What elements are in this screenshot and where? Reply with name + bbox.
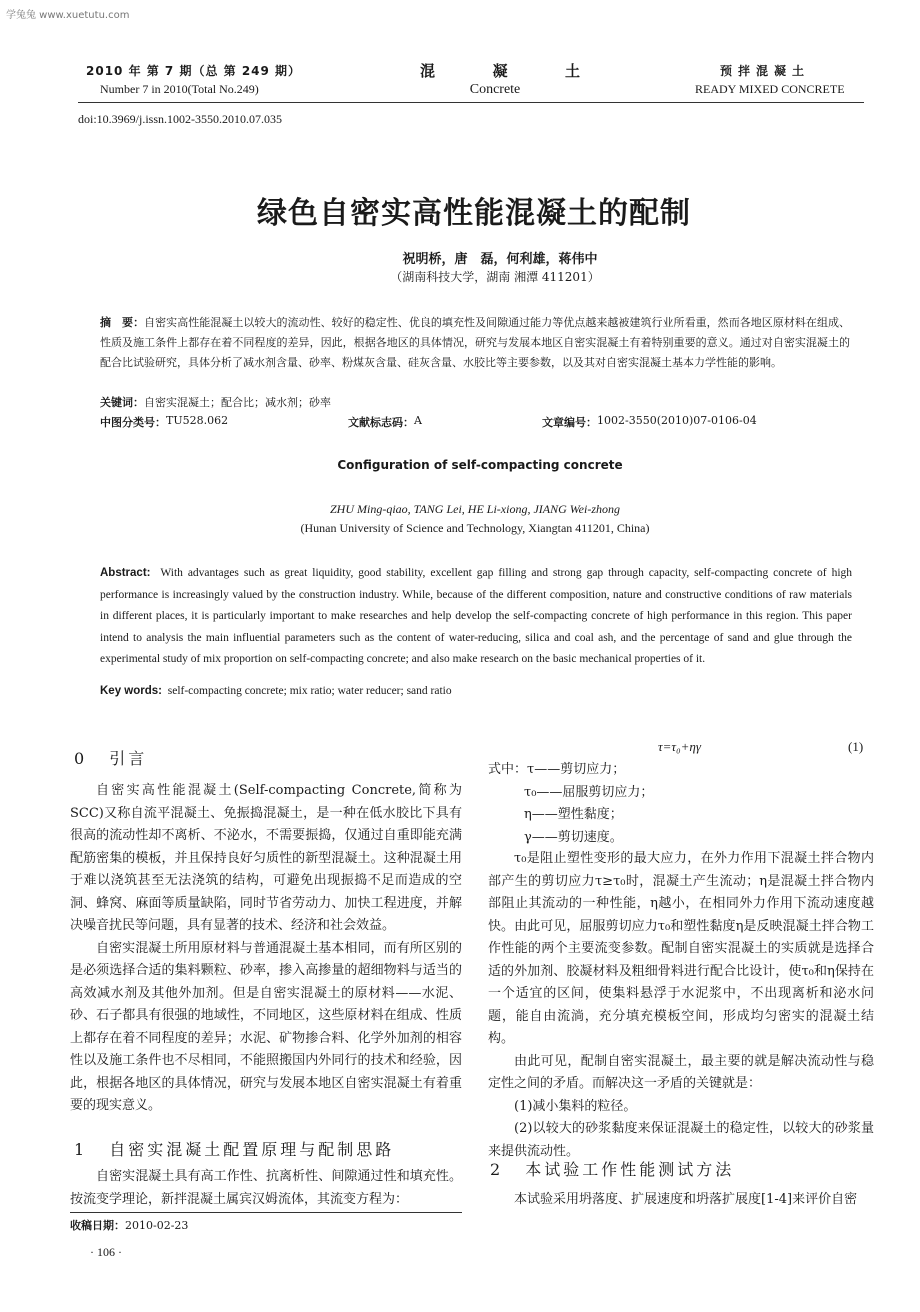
right-column-body <box>488 848 874 1163</box>
doc-code-value: A <box>414 414 422 427</box>
authors-en: ZHU Ming-qiao, TANG Lei, HE Li-xiong, JIANG Wei-zhong <box>330 502 620 516</box>
footnote-value: 2010-02-23 <box>125 1219 189 1232</box>
keywords-cn <box>100 394 331 410</box>
article-no-value: 1002-3550(2010)07-0106-04 <box>597 414 757 427</box>
paper-title-cn: 绿色自密实高性能混凝土的配制 <box>257 196 691 231</box>
journal-cn <box>420 60 580 81</box>
abstract-cn-label: 摘 要： <box>100 316 145 329</box>
section-en: READY MIXED CONCRETE <box>695 82 845 96</box>
journal-cn-char: 土 <box>564 62 580 80</box>
paragraph: 自密实混凝土具有高工作性、抗离析性、间隙通过性和填充性。按流变学理论，新拌混凝土属宾汉姆流体，其流变方程为： <box>70 1169 462 1207</box>
equation-number: (1) <box>848 739 864 754</box>
journal-cn-char: 凝 <box>492 62 508 80</box>
paragraph: 由此可见，配制自密实混凝土，最主要的就是解决流动性与稳定性之间的矛盾。而解决这一矛盾的关键就是： <box>488 1053 874 1091</box>
section-heading-2 <box>490 1157 734 1180</box>
definition-line: τ₀——屈服剪切应力； <box>524 784 654 800</box>
header-rule <box>78 102 864 103</box>
doi: doi:10.3969/j.issn.1002-3550.2010.07.035 <box>78 112 283 126</box>
keywords-cn-text: 自密实混凝土；配合比；减水剂；砂率 <box>144 396 331 409</box>
paragraph: τ₀是阻止塑性变形的最大应力，在外力作用下混凝土拌合物内部产生的剪切应力τ≥τ₀时，混凝土产生流动；η是混凝土拌合物内部阻止其流动的一种性能，η越小，在相同外力作用下流动速度越快。由此可见，屈服剪切应力τ₀和塑性黏度η是反映混凝土拌合物工作性能的两个主要流变参数。配制自密实混凝土的实质就是选择合适的外加剂、胶凝材料及粗细骨料进行配合比设计，使τ₀和η保持在一个适宜的区间，使集料悬浮于水泥浆中，不出现离析和泌水问题，能自由流淌，充分填充模板空间，形成均匀密实的混凝土结构。 <box>488 851 874 1046</box>
section-heading-1 <box>74 1137 394 1160</box>
definition-line: η——塑性黏度； <box>524 807 623 822</box>
journal-en: Concrete <box>469 82 521 97</box>
watermark: 学兔兔 www.xuetutu.com <box>6 10 130 21</box>
equation: τ=τ₀+ηγ <box>658 739 701 754</box>
authors-cn: 祝明桥，唐 磊，何利雄，蒋伟中 <box>402 252 598 267</box>
issue-en: Number 7 in 2010(Total No.249) <box>100 82 259 96</box>
section-title: 引言 <box>109 749 148 768</box>
abstract-en-text: With advantages such as great liquidity, good stability, excellent gap filling and strong gap through capacity, self-compacting concrete of high performance is increasingly valued by the construction industry. While, because of the different composition, nature and constructive conditions of raw materials in different places, it is particularly important to make researches and help develop the self-compacting concrete of high performance in this region. This paper intend to analysis the main influential parameters such as the content of water-reducing, silica and coal ash, and the percentage of sand and glue through the experimental study of mix proportion on self-compacting concrete; and also make research on the basic mechanical properties of it. <box>100 567 853 665</box>
list-item: (2)以较大的砂浆黏度来保证混凝土的稳定性，以较大的砂浆量来提供流动性。 <box>488 1121 874 1159</box>
keywords-en-label: Key words: <box>100 685 162 697</box>
paper-title-en: Configuration of self-compacting concrete <box>337 458 623 472</box>
clc-label: 中图分类号： <box>100 416 166 429</box>
section-number: 1 <box>74 1140 88 1159</box>
section-number: 2 <box>490 1160 504 1179</box>
journal-cn-char: 混 <box>420 62 436 80</box>
paragraph: 本试验采用坍落度、扩展速度和坍落扩展度[1-4]来评价自密 <box>514 1192 858 1207</box>
classification-row <box>100 414 850 430</box>
abstract-cn <box>100 313 850 373</box>
clc-value: TU528.062 <box>166 414 229 427</box>
left-column-intro <box>70 780 462 1118</box>
footnote-label: 收稿日期： <box>70 1219 125 1232</box>
list-item: (1)减小集料的粒径。 <box>514 1098 637 1114</box>
paragraph: 自密实高性能混凝土(Self-compacting Concrete,简称为SCC)又称自流平混凝土、免振捣混凝土，是一种在低水胶比下具有很高的流动性却不离析、不泌水，不需要振捣，仅通过自重即能充满配筋密集的模板，并且保持良好匀质性的新型混凝土。这种混凝土用于难以浇筑甚至无法浇筑的结构，可避免出现振捣不足而造成的空洞、蜂窝、麻面等质量缺陷，同时节省劳动力、加快工程进度，并解决噪音扰民等问题，具有显著的技术、经济和社会效益。 <box>70 783 462 933</box>
section-cn: 预拌混凝土 <box>720 64 811 78</box>
definition-line: γ——剪切速度。 <box>524 829 623 845</box>
left-column-section1 <box>70 1166 462 1211</box>
page-number: · 106 · <box>90 1245 122 1259</box>
article-no-label: 文章编号： <box>542 416 597 429</box>
doc-code-label: 文献标志码： <box>348 416 414 429</box>
abstract-en-label: Abstract: <box>100 567 151 579</box>
footnote <box>70 1217 188 1233</box>
section-title: 本试验工作性能测试方法 <box>525 1160 735 1179</box>
abstract-cn-text: 自密实高性能混凝土以较大的流动性、较好的稳定性、优良的填充性及间隙通过能力等优点越来越被建筑行业所看重，然而各地区原材料在组成、性质及施工条件上都存在着不同程度的差异，因此，根据各地区的具体情况，研究与发展本地区自密实混凝土有着特别重要的意义。通过对自密实混凝土的配合比试验研究，具体分析了减水剂含量、砂率、粉煤灰含量、硅灰含量、水胶比等主要参数，以及其对自密实混凝土基本力学性能的影响。 <box>100 316 851 369</box>
section-heading-0 <box>74 746 147 769</box>
definition-line: 式中：τ——剪切应力； <box>488 762 626 777</box>
section-number: 0 <box>74 749 88 768</box>
abstract-en <box>100 563 852 671</box>
affiliation-en: (Hunan University of Science and Technology, Xiangtan 411201, China) <box>300 521 650 535</box>
affiliation-cn: （湖南科技大学，湖南 湘潭 411201） <box>390 270 600 284</box>
issue-cn: 2010 年 第 7 期（总 第 249 期） <box>86 64 302 78</box>
footnote-rule <box>70 1212 462 1213</box>
section-title: 自密实混凝土配置原理与配制思路 <box>109 1140 395 1159</box>
keywords-en-text: self-compacting concrete; mix ratio; water reducer; sand ratio <box>167 685 452 697</box>
equation-definitions <box>488 759 874 849</box>
keywords-en <box>100 685 452 697</box>
keywords-cn-label: 关键词： <box>100 396 144 409</box>
paragraph: 自密实混凝土所用原材料与普通混凝土基本相同，而有所区别的是必须选择合适的集料颗粒、砂率，掺入高掺量的超细物料与适当的高效减水剂及其他外加剂。但是自密实混凝土的原材料——水泥、砂、石子都具有很强的地域性，不同地区，这些原材料在组成、性质上都存在着不同程度的差异；水泥、矿物掺合料、化学外加剂的相容性以及施工条件也不尽相同，不能照搬国内外同行的技术和经验，因此，根据各地区的具体情况，研究与发展本地区自密实混凝土有着重要的现实意义。 <box>70 940 462 1113</box>
